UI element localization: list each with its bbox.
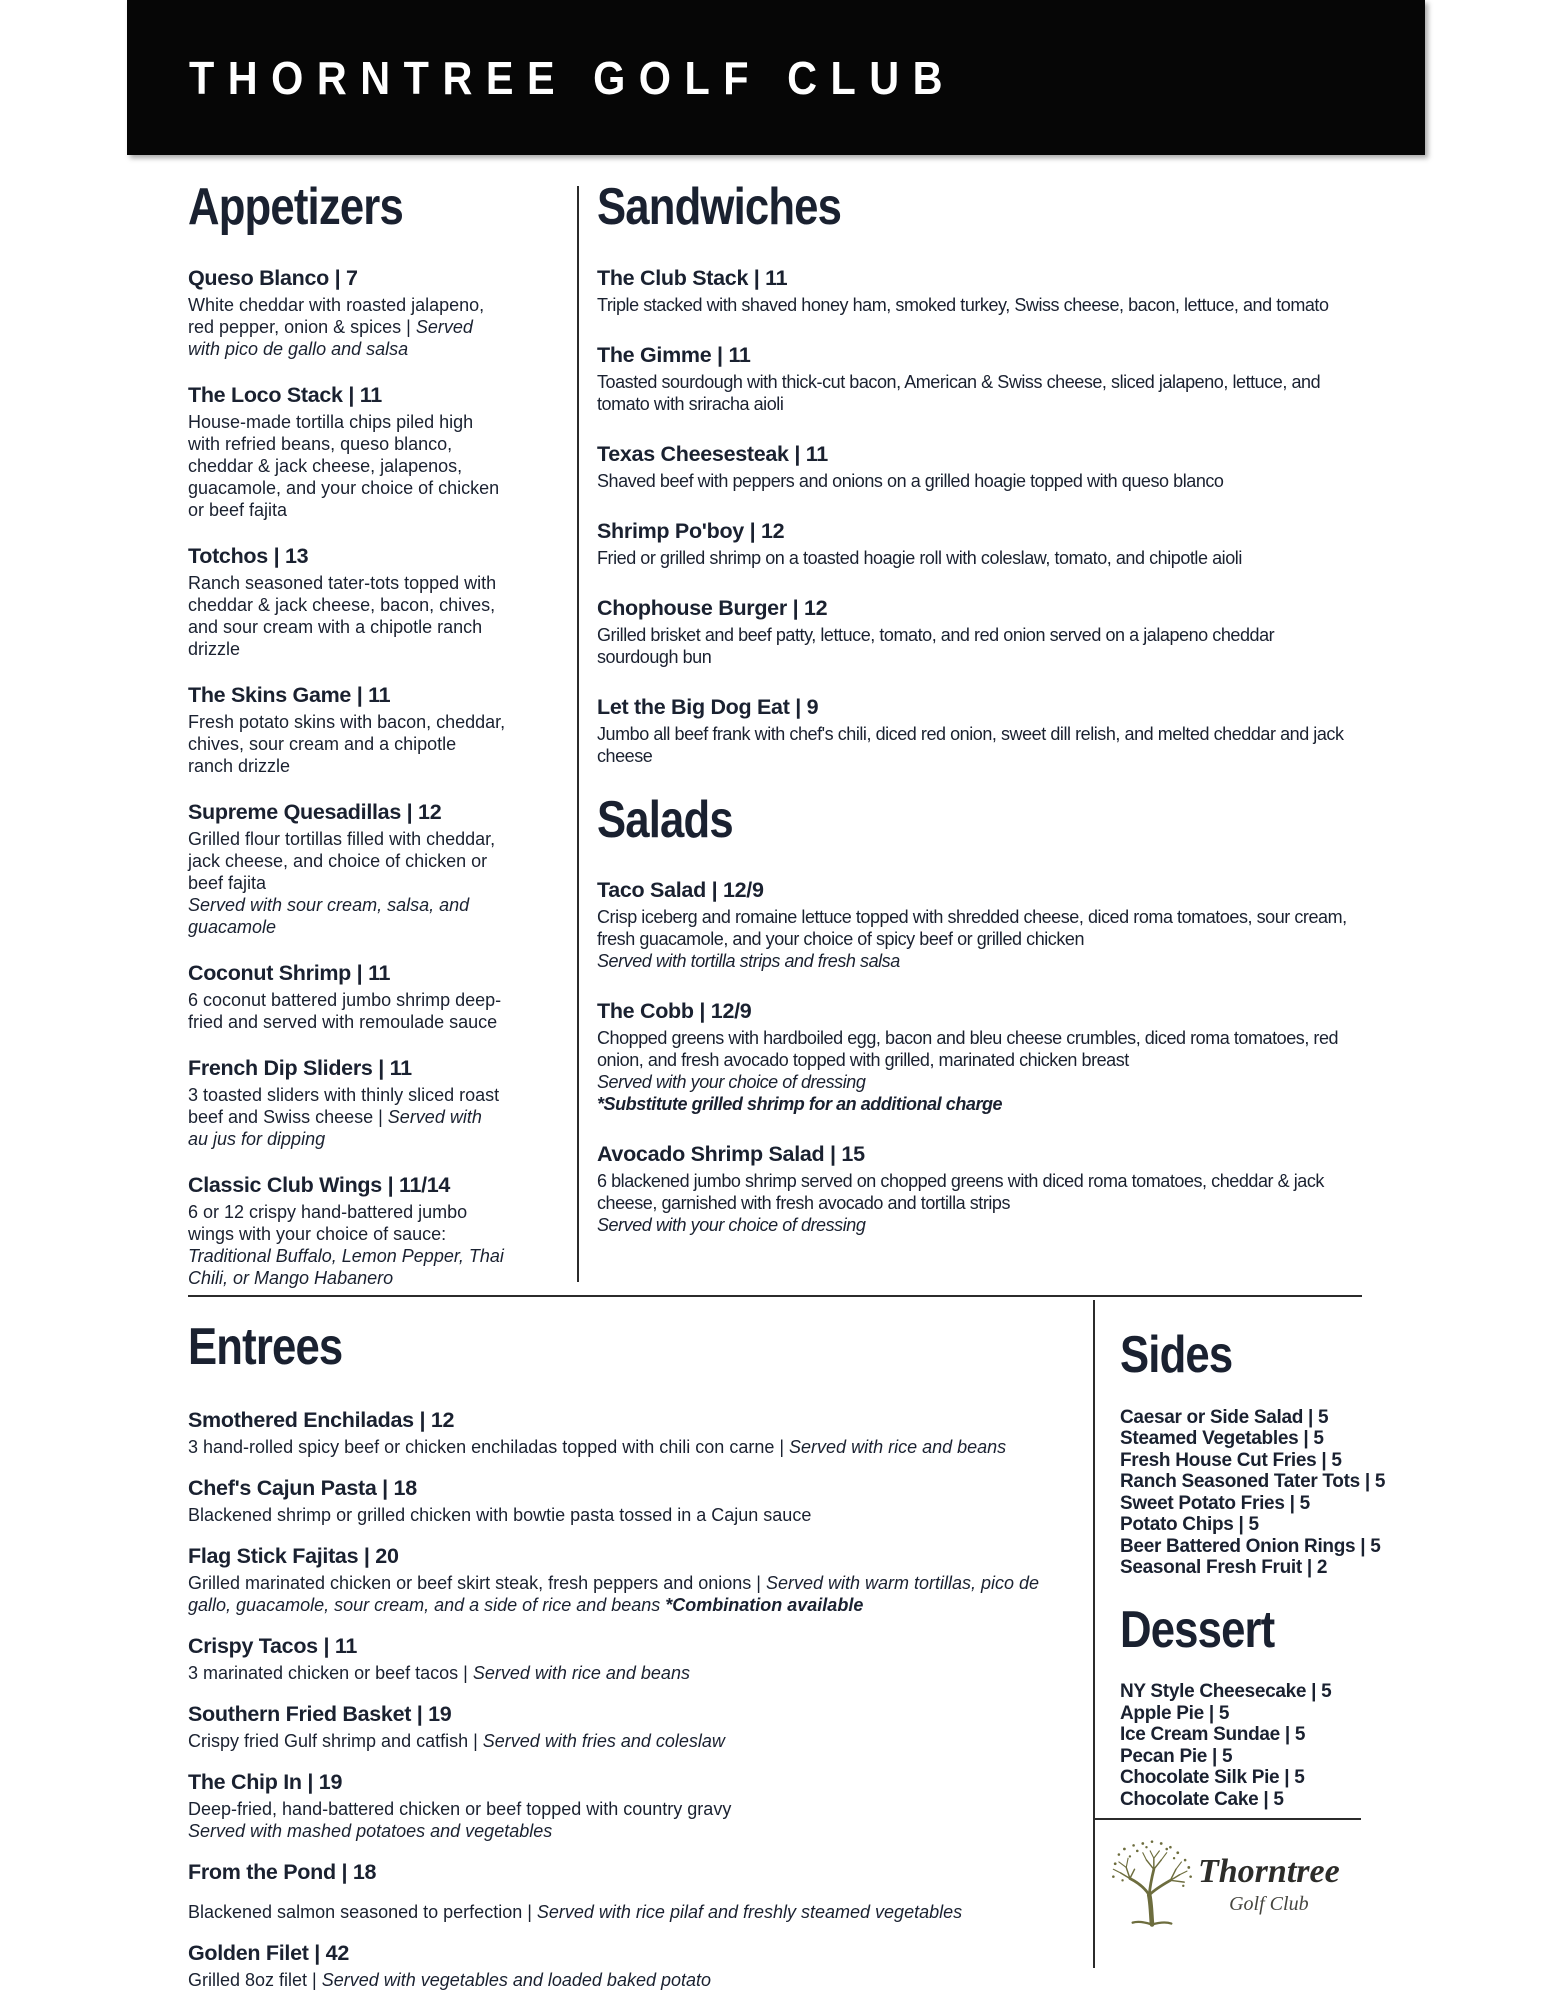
menu-item — [188, 543, 506, 660]
menu-list-item: Chocolate Cake | 5 — [1120, 1788, 1284, 1810]
menu-item — [188, 265, 506, 360]
menu-item-name-price: Supreme Quesadillas | 12 — [188, 799, 442, 824]
menu-list-item: Caesar or Side Salad | 5 — [1120, 1406, 1329, 1428]
menu-list-item: Chocolate Silk Pie | 5 — [1120, 1767, 1305, 1789]
menu-item-name-price: Crispy Tacos | 11 — [188, 1633, 358, 1658]
menu-item-description: Grilled flour tortillas filled with cheddar, jack cheese, and choice of chicken or beef fajita Served with sour cream, salsa, and guacamole — [188, 828, 496, 937]
menu-item-name-price: Queso Blanco | 7 — [188, 265, 358, 290]
menu-item-name-price: Smothered Enchiladas | 12 — [188, 1407, 455, 1432]
menu-item-name-price: French Dip Sliders | 11 — [188, 1055, 412, 1080]
menu-item-description: Blackened shrimp or grilled chicken with bowtie pasta tossed in a Cajun sauce — [188, 1504, 812, 1525]
menu-item-name-price: Chophouse Burger | 12 — [597, 595, 828, 620]
horizontal-divider — [188, 1295, 1362, 1297]
menu-list-item: Ranch Seasoned Tater Tots | 5 — [1120, 1471, 1386, 1493]
dessert-block — [1120, 1600, 1370, 1811]
menu-item — [188, 1055, 506, 1150]
menu-item-description: Blackened salmon seasoned to perfection | Served with rice pilaf and freshly steamed vegetables — [188, 1901, 963, 1922]
menu-item-description: House-made tortilla chips piled high with refried beans, queso blanco, cheddar & jack cheese, jalapenos, guacamole, and your choice of chicken or beef fajita — [188, 411, 500, 520]
sandwiches-salads-section — [597, 180, 1357, 1262]
menu-item-description: Crispy fried Gulf shrimp and catfish | Served with fries and coleslaw — [188, 1730, 725, 1751]
menu-item-description: 3 toasted sliders with thinly sliced roast beef and Swiss cheese | Served with au jus for dipping — [188, 1084, 500, 1149]
menu-item — [188, 1543, 1078, 1616]
menu-item-name-price: The Club Stack | 11 — [597, 265, 788, 290]
menu-item — [188, 1940, 1078, 1991]
menu-item-description: White cheddar with roasted jalapeno, red pepper, onion & spices | Served with pico de gallo and salsa — [188, 294, 485, 359]
menu-item-name-price: Classic Club Wings | 11/14 — [188, 1172, 451, 1197]
menu-item-description: Fresh potato skins with bacon, cheddar, chives, sour cream and a chipotle ranch drizzle — [188, 711, 506, 776]
dessert-title: Dessert — [1120, 1600, 1275, 1659]
menu-item — [188, 1633, 1078, 1684]
menu-list-item: Beer Battered Onion Rings | 5 — [1120, 1535, 1381, 1557]
menu-item — [597, 998, 1357, 1115]
menu-item-name-price: Golden Filet | 42 — [188, 1940, 350, 1965]
sandwiches-title: Sandwiches — [597, 178, 842, 236]
menu-item — [188, 799, 506, 938]
menu-item-name-price: The Cobb | 12/9 — [597, 999, 752, 1024]
logo-club-name: Thorntree — [1198, 1852, 1340, 1890]
menu-item — [597, 595, 1357, 668]
logo-divider — [1093, 1818, 1361, 1820]
menu-list-item: NY Style Cheesecake | 5 — [1120, 1681, 1332, 1703]
menu-item-description: Toasted sourdough with thick-cut bacon, American & Swiss cheese, sliced jalapeno, lettuce, and tomato with sriracha aioli — [597, 371, 1321, 414]
menu-item-description: 6 coconut battered jumbo shrimp deep-fried and served with remoulade sauce — [188, 989, 502, 1032]
entrees-section — [188, 1320, 1078, 2000]
menu-item — [188, 1172, 506, 1289]
menu-item-name-price: The Chip In | 19 — [188, 1769, 343, 1794]
logo-club-subtitle: Golf Club — [1229, 1892, 1309, 1915]
logo-text — [1198, 1852, 1340, 1915]
menu-list-item: Steamed Vegetables | 5 — [1120, 1428, 1324, 1450]
menu-item-description: Jumbo all beef frank with chef's chili, diced red onion, sweet dill relish, and melted cheddar and jack cheese — [597, 723, 1344, 766]
menu-item-name-price: Coconut Shrimp | 11 — [188, 960, 391, 985]
menu-item-description: Chopped greens with hardboiled egg, bacon and bleu cheese crumbles, diced roma tomatoes, red onion, and fresh avocado topped with grilled, marinated chicken breast Served with your choice of dressing *Substitute grilled shrimp for an additional charge — [597, 1028, 1339, 1115]
menu-item — [188, 1475, 1078, 1526]
menu-item-description: Crisp iceberg and romaine lettuce topped with shredded cheese, diced roma tomatoes, sour cream, fresh guacamole, and your choice of spicy beef or grilled chicken Served with tortilla strips and fresh salsa — [597, 907, 1347, 972]
menu-item-name-price: Avocado Shrimp Salad | 15 — [597, 1142, 865, 1167]
menu-item-name-price: Flag Stick Fajitas | 20 — [188, 1543, 399, 1568]
menu-item — [597, 342, 1357, 415]
menu-item-description: 6 blackened jumbo shrimp served on chopped greens with diced roma tomatoes, cheddar & jack cheese, garnished with fresh avocado and tortilla strips Served with your choice of dressing — [597, 1171, 1324, 1236]
menu-item-description: Grilled brisket and beef patty, lettuce, tomato, and red onion served on a jalapeno cheddar sourdough bun — [597, 624, 1275, 667]
menu-item-name-price: Totchos | 13 — [188, 543, 309, 568]
salads-title: Salads — [597, 790, 733, 849]
club-logo — [1106, 1834, 1368, 1934]
tree-icon — [1106, 1834, 1198, 1934]
menu-item — [597, 441, 1357, 492]
menu-item — [597, 1141, 1357, 1236]
menu-item-name-price: Let the Big Dog Eat | 9 — [597, 694, 819, 719]
club-title: THORNTREE GOLF CLUB — [189, 52, 957, 104]
menu-item — [188, 1859, 1078, 1923]
entrees-title: Entrees — [188, 1318, 343, 1376]
menu-item — [597, 518, 1357, 569]
bottom-column-divider — [1093, 1300, 1095, 1968]
sandwiches-block — [597, 180, 1357, 767]
menu-item-description: 3 marinated chicken or beef tacos | Served with rice and beans — [188, 1662, 690, 1683]
entrees-block — [188, 1320, 1078, 1991]
appetizers-section — [188, 180, 506, 1311]
menu-item — [188, 1407, 1078, 1458]
menu-item-name-price: From the Pond | 18 — [188, 1859, 377, 1884]
menu-item-name-price: Southern Fried Basket | 19 — [188, 1701, 452, 1726]
menu-list-item: Fresh House Cut Fries | 5 — [1120, 1449, 1342, 1471]
sides-block — [1120, 1326, 1386, 1579]
menu-item-description: Grilled 8oz filet | Served with vegetables and loaded baked potato — [188, 1969, 712, 1990]
menu-list-item: Potato Chips | 5 — [1120, 1514, 1259, 1536]
menu-list-item: Sweet Potato Fries | 5 — [1120, 1492, 1310, 1514]
menu-item-description: 3 hand-rolled spicy beef or chicken enchiladas topped with chili con carne | Served with rice and beans — [188, 1436, 1007, 1457]
menu-item-description: Grilled marinated chicken or beef skirt steak, fresh peppers and onions | Served with warm tortillas, pico de gallo, guacamole, sour cream, and a side of rice and beans *Combination available — [188, 1572, 1040, 1615]
menu-item — [188, 1701, 1078, 1752]
menu-item-description: Ranch seasoned tater-tots topped with cheddar & jack cheese, bacon, chives, and sour cream with a chipotle ranch drizzle — [188, 572, 497, 659]
appetizers-title: Appetizers — [188, 178, 403, 236]
sides-title: Sides — [1120, 1326, 1233, 1384]
menu-item — [188, 382, 506, 521]
menu-item-description: Fried or grilled shrimp on a toasted hoagie roll with coleslaw, tomato, and chipotle aioli — [597, 547, 1242, 568]
column-divider — [577, 186, 579, 1282]
menu-item — [188, 1769, 1078, 1842]
menu-item-description: Shaved beef with peppers and onions on a grilled hoagie topped with queso blanco — [597, 470, 1224, 491]
menu-item — [597, 694, 1357, 767]
menu-item-name-price: The Skins Game | 11 — [188, 682, 391, 707]
sides-dessert-section — [1120, 1326, 1386, 1810]
menu-item — [188, 960, 506, 1033]
menu-item-description: Triple stacked with shaved honey ham, smoked turkey, Swiss cheese, bacon, lettuce, and tomato — [597, 294, 1329, 315]
menu-item-name-price: Taco Salad | 12/9 — [597, 878, 764, 903]
menu-item — [597, 877, 1357, 972]
appetizers-block — [188, 180, 506, 1289]
salads-block — [597, 790, 1357, 1237]
menu-item-description: 6 or 12 crispy hand-battered jumbo wings with your choice of sauce: Traditional Buffalo, Lemon Pepper, Thai Chili, or Mango Habanero — [188, 1201, 504, 1288]
header-bar — [127, 0, 1425, 155]
menu-item — [188, 682, 506, 777]
menu-item-name-price: The Gimme | 11 — [597, 342, 751, 367]
menu-list-item: Seasonal Fresh Fruit | 2 — [1120, 1557, 1328, 1579]
menu-list-item: Pecan Pie | 5 — [1120, 1745, 1233, 1767]
menu-item-name-price: Texas Cheesesteak | 11 — [597, 441, 828, 466]
menu-item-name-price: Shrimp Po'boy | 12 — [597, 518, 785, 543]
menu-item-description: Deep-fried, hand-battered chicken or beef topped with country gravy Served with mashed potatoes and vegetables — [188, 1798, 732, 1841]
menu-list-item: Ice Cream Sundae | 5 — [1120, 1724, 1306, 1746]
menu-list-item: Apple Pie | 5 — [1120, 1702, 1230, 1724]
menu-item — [597, 265, 1357, 316]
menu-item-name-price: The Loco Stack | 11 — [188, 382, 382, 407]
menu-item-name-price: Chef's Cajun Pasta | 18 — [188, 1475, 417, 1500]
